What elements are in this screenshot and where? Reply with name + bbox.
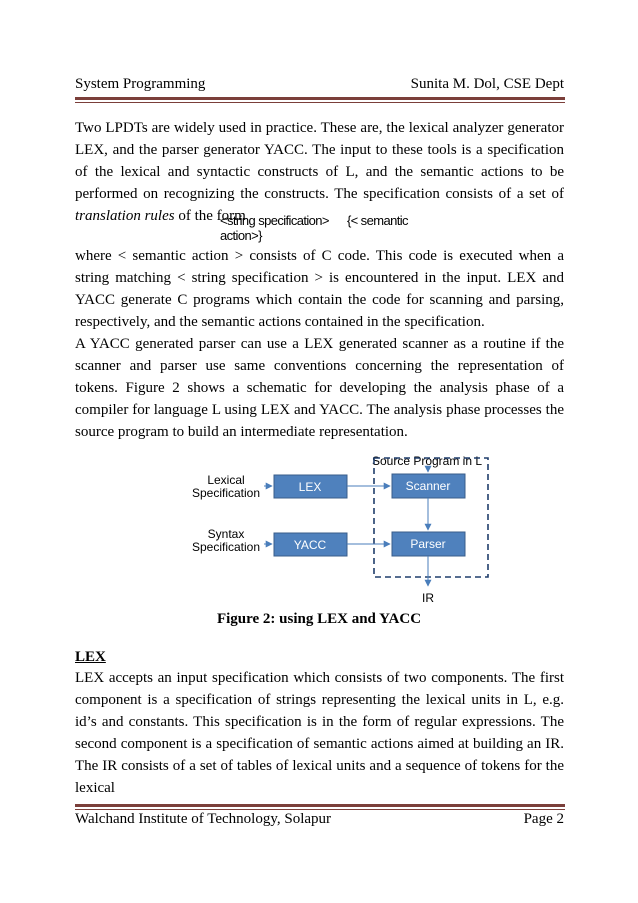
- figure-caption: Figure 2: using LEX and YACC: [216, 611, 422, 627]
- lexical-spec-label-2: Specification: [191, 486, 261, 500]
- lex-box-label: LEX: [298, 480, 322, 494]
- paragraph-yacc-parser: A YACC generated parser can use a LEX generated scanner as a routine if the scanner and parser use same conventions concerning the representation of tokens. Figure 2 shows a schematic for developing the analysis phase of a compiler for language L using LEX and YACC. The analysis phase processes the source program to build an intermediate representation.: [75, 336, 564, 440]
- paragraph-semantic-action: where < semantic action > consists of C code. This code is executed when a string matching < string specification > is encountered in the input. LEX and YACC generate C programs which contain the code for scanning and parsing, respectively, and the semantic actions contained in the specification.: [75, 248, 564, 330]
- section-heading-lex: LEX: [75, 649, 106, 665]
- syntax-spec-label: Syntax: [207, 527, 245, 541]
- paragraph-intro: Two LPDTs are widely used in practice. These are, the lexical analyzer generator LEX, and the parser generator YACC. The input to these tools is a specification of the lexical and syntactic constructs of L, and the semantic actions to be performed on recognizing the constructs. The specification consists of a set of translation rules of the form: [75, 120, 564, 224]
- italic-term: translation rules: [75, 208, 175, 224]
- scanner-box-label: Scanner: [405, 479, 451, 493]
- paragraph-lex-description: LEX accepts an input specification which consists of two components. The first component is a specification of strings representing the lexical units in L, e.g. id’s and constants. This specification is in the form of regular expressions. The second component is a specification of semantic actions aimed at building an IR. The IR consists of a set of tables of lexical units and a sequence of tokens for the lexical: [75, 670, 564, 796]
- rule-semantic-action: {< semantic action>}: [220, 213, 408, 243]
- footer-institute: Walchand Institute of Technology, Solapur: [75, 811, 332, 827]
- footer-rule: [75, 804, 565, 810]
- source-program-label: Source Program in L: [371, 454, 483, 468]
- lexical-spec-label: Lexical: [207, 473, 245, 487]
- header-author: Sunita M. Dol, CSE Dept: [410, 76, 564, 92]
- ir-label: IR: [422, 591, 434, 605]
- parser-box-label: Parser: [410, 537, 446, 551]
- syntax-spec-label-2: Specification: [191, 540, 261, 554]
- rule-string-spec: <string specification>: [220, 213, 329, 228]
- yacc-box-label: YACC: [293, 538, 327, 552]
- header-title: System Programming: [75, 76, 206, 92]
- page-footer: [75, 811, 564, 828]
- page-number: Page 2: [523, 811, 564, 827]
